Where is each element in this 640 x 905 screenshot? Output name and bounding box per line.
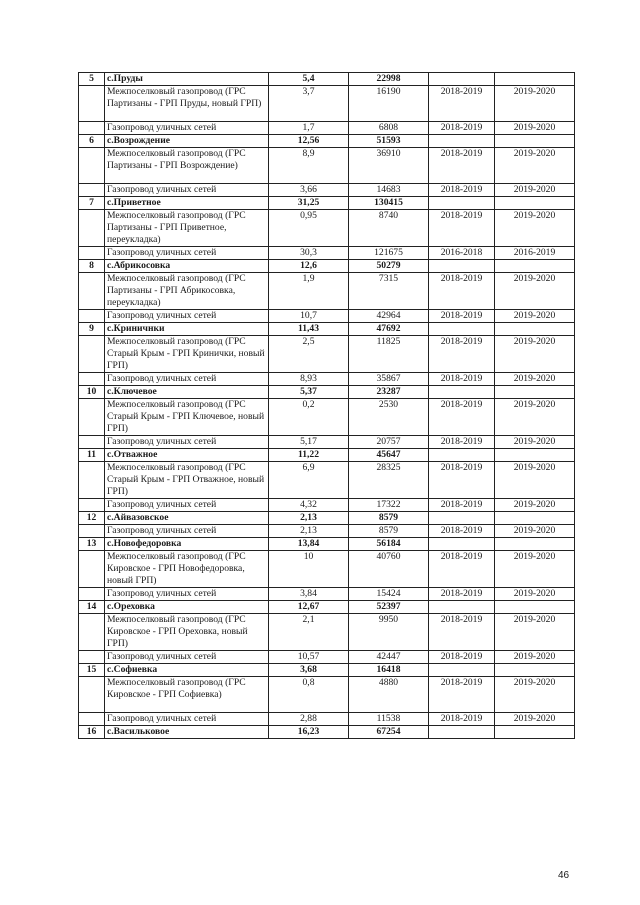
cost-value: 16418 bbox=[349, 664, 429, 677]
start-period bbox=[429, 197, 495, 210]
length-km: 2,88 bbox=[269, 713, 349, 726]
row-number: 9 bbox=[79, 323, 105, 336]
item-name: Межпоселковый газопровод (ГРС Старый Крым - ГРП Кринички, новый ГРП) bbox=[105, 336, 269, 373]
cost-value: 20757 bbox=[349, 436, 429, 449]
length-km: 12,6 bbox=[269, 260, 349, 273]
row-number: 14 bbox=[79, 601, 105, 614]
item-name: Газопровод уличных сетей bbox=[105, 373, 269, 386]
pipeline-row bbox=[79, 499, 575, 512]
length-km: 31,25 bbox=[269, 197, 349, 210]
row-number bbox=[79, 399, 105, 436]
gasification-table bbox=[78, 72, 575, 739]
row-number bbox=[79, 614, 105, 651]
length-km: 10 bbox=[269, 551, 349, 588]
item-name: с.Софиевка bbox=[105, 664, 269, 677]
item-name: Межпоселковый газопровод (ГРС Старый Крым - ГРП Отважное, новый ГРП) bbox=[105, 462, 269, 499]
length-km: 8,9 bbox=[269, 148, 349, 184]
start-period bbox=[429, 538, 495, 551]
item-name: с.Новофедоровка bbox=[105, 538, 269, 551]
length-km: 5,37 bbox=[269, 386, 349, 399]
cost-value: 23287 bbox=[349, 386, 429, 399]
cost-value: 8579 bbox=[349, 512, 429, 525]
settlement-row bbox=[79, 538, 575, 551]
item-name: Межпоселковый газопровод (ГРС Партизаны - ГРП Возрождение) bbox=[105, 148, 269, 184]
row-number bbox=[79, 310, 105, 323]
settlement-row bbox=[79, 73, 575, 86]
cost-value: 130415 bbox=[349, 197, 429, 210]
start-period bbox=[429, 726, 495, 739]
length-km: 2,1 bbox=[269, 614, 349, 651]
settlement-row bbox=[79, 664, 575, 677]
start-period: 2018-2019 bbox=[429, 614, 495, 651]
settlement-row bbox=[79, 323, 575, 336]
pipeline-row bbox=[79, 336, 575, 373]
start-period bbox=[429, 449, 495, 462]
pipeline-row bbox=[79, 148, 575, 184]
length-km: 0,2 bbox=[269, 399, 349, 436]
row-number bbox=[79, 247, 105, 260]
item-name: с.Возрождение bbox=[105, 135, 269, 148]
length-km: 12,67 bbox=[269, 601, 349, 614]
pipeline-row bbox=[79, 247, 575, 260]
row-number: 10 bbox=[79, 386, 105, 399]
pipeline-row bbox=[79, 713, 575, 726]
item-name: Межпоселковый газопровод (ГРС Кировское - ГРП Новофедоровка, новый ГРП) bbox=[105, 551, 269, 588]
row-number bbox=[79, 677, 105, 713]
end-period: 2019-2020 bbox=[495, 525, 575, 538]
row-number: 12 bbox=[79, 512, 105, 525]
end-period: 2019-2020 bbox=[495, 86, 575, 122]
row-number bbox=[79, 148, 105, 184]
length-km: 10,7 bbox=[269, 310, 349, 323]
item-name: Газопровод уличных сетей bbox=[105, 525, 269, 538]
cost-value: 17322 bbox=[349, 499, 429, 512]
start-period: 2018-2019 bbox=[429, 677, 495, 713]
start-period bbox=[429, 601, 495, 614]
start-period bbox=[429, 260, 495, 273]
row-number bbox=[79, 436, 105, 449]
length-km: 8,93 bbox=[269, 373, 349, 386]
start-period: 2018-2019 bbox=[429, 399, 495, 436]
length-km: 13,84 bbox=[269, 538, 349, 551]
start-period: 2016-2018 bbox=[429, 247, 495, 260]
pipeline-row bbox=[79, 588, 575, 601]
cost-value: 8740 bbox=[349, 210, 429, 247]
settlement-row bbox=[79, 386, 575, 399]
cost-value: 42964 bbox=[349, 310, 429, 323]
length-km: 3,84 bbox=[269, 588, 349, 601]
row-number: 6 bbox=[79, 135, 105, 148]
settlement-row bbox=[79, 512, 575, 525]
item-name: Межпоселковый газопровод (ГРС Партизаны - ГРП Пруды, новый ГРП) bbox=[105, 86, 269, 122]
start-period: 2018-2019 bbox=[429, 525, 495, 538]
item-name: Газопровод уличных сетей bbox=[105, 713, 269, 726]
end-period bbox=[495, 73, 575, 86]
end-period bbox=[495, 601, 575, 614]
settlement-row bbox=[79, 449, 575, 462]
row-number: 11 bbox=[79, 449, 105, 462]
length-km: 11,43 bbox=[269, 323, 349, 336]
length-km: 0,95 bbox=[269, 210, 349, 247]
start-period: 2018-2019 bbox=[429, 273, 495, 310]
item-name: Газопровод уличных сетей bbox=[105, 310, 269, 323]
pipeline-row bbox=[79, 614, 575, 651]
row-number bbox=[79, 86, 105, 122]
start-period: 2018-2019 bbox=[429, 588, 495, 601]
row-number bbox=[79, 588, 105, 601]
row-number bbox=[79, 273, 105, 310]
item-name: с.Абрикосовка bbox=[105, 260, 269, 273]
row-number: 16 bbox=[79, 726, 105, 739]
row-number bbox=[79, 462, 105, 499]
length-km: 2,13 bbox=[269, 512, 349, 525]
item-name: Межпоселковый газопровод (ГРС Партизаны - ГРП Приветное, переукладка) bbox=[105, 210, 269, 247]
cost-value: 45647 bbox=[349, 449, 429, 462]
row-number bbox=[79, 651, 105, 664]
start-period: 2018-2019 bbox=[429, 373, 495, 386]
length-km: 6,9 bbox=[269, 462, 349, 499]
length-km: 4,32 bbox=[269, 499, 349, 512]
end-period bbox=[495, 512, 575, 525]
item-name: с.Ореховка bbox=[105, 601, 269, 614]
length-km: 11,22 bbox=[269, 449, 349, 462]
pipeline-row bbox=[79, 273, 575, 310]
cost-value: 22998 bbox=[349, 73, 429, 86]
row-number bbox=[79, 551, 105, 588]
end-period: 2019-2020 bbox=[495, 399, 575, 436]
length-km: 5,17 bbox=[269, 436, 349, 449]
cost-value: 121675 bbox=[349, 247, 429, 260]
cost-value: 8579 bbox=[349, 525, 429, 538]
row-number bbox=[79, 713, 105, 726]
cost-value: 4880 bbox=[349, 677, 429, 713]
pipeline-row bbox=[79, 184, 575, 197]
end-period: 2019-2020 bbox=[495, 310, 575, 323]
cost-value: 52397 bbox=[349, 601, 429, 614]
pipeline-row bbox=[79, 436, 575, 449]
end-period: 2019-2020 bbox=[495, 614, 575, 651]
item-name: Газопровод уличных сетей bbox=[105, 499, 269, 512]
item-name: Газопровод уличных сетей bbox=[105, 184, 269, 197]
length-km: 5,4 bbox=[269, 73, 349, 86]
end-period: 2019-2020 bbox=[495, 436, 575, 449]
item-name: с.Приветное bbox=[105, 197, 269, 210]
end-period: 2019-2020 bbox=[495, 273, 575, 310]
start-period: 2018-2019 bbox=[429, 713, 495, 726]
length-km: 1,9 bbox=[269, 273, 349, 310]
length-km: 2,13 bbox=[269, 525, 349, 538]
row-number: 8 bbox=[79, 260, 105, 273]
cost-value: 40760 bbox=[349, 551, 429, 588]
end-period: 2019-2020 bbox=[495, 122, 575, 135]
row-number: 5 bbox=[79, 73, 105, 86]
pipeline-row bbox=[79, 373, 575, 386]
pipeline-row bbox=[79, 551, 575, 588]
item-name: Межпоселковый газопровод (ГРС Кировское - ГРП Софиевка) bbox=[105, 677, 269, 713]
length-km: 0,8 bbox=[269, 677, 349, 713]
end-period: 2019-2020 bbox=[495, 677, 575, 713]
length-km: 16,23 bbox=[269, 726, 349, 739]
item-name: с.Пруды bbox=[105, 73, 269, 86]
start-period bbox=[429, 664, 495, 677]
start-period bbox=[429, 386, 495, 399]
cost-value: 11538 bbox=[349, 713, 429, 726]
end-period: 2019-2020 bbox=[495, 184, 575, 197]
item-name: Газопровод уличных сетей bbox=[105, 122, 269, 135]
cost-value: 36910 bbox=[349, 148, 429, 184]
end-period bbox=[495, 323, 575, 336]
item-name: Газопровод уличных сетей bbox=[105, 436, 269, 449]
item-name: с.Ключевое bbox=[105, 386, 269, 399]
item-name: Газопровод уличных сетей bbox=[105, 588, 269, 601]
row-number: 15 bbox=[79, 664, 105, 677]
row-number bbox=[79, 525, 105, 538]
end-period: 2019-2020 bbox=[495, 651, 575, 664]
end-period bbox=[495, 538, 575, 551]
item-name: с.Васильковое bbox=[105, 726, 269, 739]
cost-value: 42447 bbox=[349, 651, 429, 664]
pipeline-row bbox=[79, 525, 575, 538]
cost-value: 16190 bbox=[349, 86, 429, 122]
row-number bbox=[79, 499, 105, 512]
end-period: 2016-2019 bbox=[495, 247, 575, 260]
row-number: 7 bbox=[79, 197, 105, 210]
start-period: 2018-2019 bbox=[429, 122, 495, 135]
pipeline-row bbox=[79, 122, 575, 135]
pipeline-row bbox=[79, 677, 575, 713]
start-period: 2018-2019 bbox=[429, 210, 495, 247]
start-period: 2018-2019 bbox=[429, 462, 495, 499]
end-period: 2019-2020 bbox=[495, 462, 575, 499]
end-period: 2019-2020 bbox=[495, 499, 575, 512]
item-name: Газопровод уличных сетей bbox=[105, 651, 269, 664]
start-period bbox=[429, 323, 495, 336]
settlement-row bbox=[79, 601, 575, 614]
row-number bbox=[79, 184, 105, 197]
row-number bbox=[79, 336, 105, 373]
end-period bbox=[495, 386, 575, 399]
settlement-row bbox=[79, 135, 575, 148]
length-km: 3,66 bbox=[269, 184, 349, 197]
start-period bbox=[429, 135, 495, 148]
cost-value: 28325 bbox=[349, 462, 429, 499]
settlement-row bbox=[79, 260, 575, 273]
start-period: 2018-2019 bbox=[429, 651, 495, 664]
cost-value: 15424 bbox=[349, 588, 429, 601]
start-period: 2018-2019 bbox=[429, 336, 495, 373]
item-name: Газопровод уличных сетей bbox=[105, 247, 269, 260]
cost-value: 35867 bbox=[349, 373, 429, 386]
start-period: 2018-2019 bbox=[429, 310, 495, 323]
cost-value: 6808 bbox=[349, 122, 429, 135]
item-name: с.Криничнки bbox=[105, 323, 269, 336]
end-period bbox=[495, 260, 575, 273]
settlement-row bbox=[79, 197, 575, 210]
table-body bbox=[79, 73, 575, 739]
length-km: 3,68 bbox=[269, 664, 349, 677]
end-period: 2019-2020 bbox=[495, 713, 575, 726]
cost-value: 56184 bbox=[349, 538, 429, 551]
item-name: с.Айвазовское bbox=[105, 512, 269, 525]
length-km: 1,7 bbox=[269, 122, 349, 135]
start-period: 2018-2019 bbox=[429, 436, 495, 449]
settlement-row bbox=[79, 726, 575, 739]
pipeline-row bbox=[79, 462, 575, 499]
cost-value: 67254 bbox=[349, 726, 429, 739]
row-number bbox=[79, 122, 105, 135]
length-km: 30,3 bbox=[269, 247, 349, 260]
end-period bbox=[495, 726, 575, 739]
length-km: 3,7 bbox=[269, 86, 349, 122]
end-period bbox=[495, 664, 575, 677]
start-period bbox=[429, 73, 495, 86]
page-number: 46 bbox=[558, 870, 570, 881]
start-period: 2018-2019 bbox=[429, 551, 495, 588]
item-name: Межпоселковый газопровод (ГРС Старый Крым - ГРП Ключевое, новый ГРП) bbox=[105, 399, 269, 436]
start-period: 2018-2019 bbox=[429, 148, 495, 184]
cost-value: 2530 bbox=[349, 399, 429, 436]
length-km: 2,5 bbox=[269, 336, 349, 373]
item-name: Межпоселковый газопровод (ГРС Кировское - ГРП Ореховка, новый ГРП) bbox=[105, 614, 269, 651]
pipeline-row bbox=[79, 399, 575, 436]
cost-value: 51593 bbox=[349, 135, 429, 148]
end-period: 2019-2020 bbox=[495, 551, 575, 588]
start-period bbox=[429, 512, 495, 525]
end-period: 2019-2020 bbox=[495, 373, 575, 386]
row-number bbox=[79, 373, 105, 386]
cost-value: 11825 bbox=[349, 336, 429, 373]
cost-value: 14683 bbox=[349, 184, 429, 197]
item-name: Межпоселковый газопровод (ГРС Партизаны - ГРП Абрикосовка, переукладка) bbox=[105, 273, 269, 310]
length-km: 10,57 bbox=[269, 651, 349, 664]
pipeline-row bbox=[79, 651, 575, 664]
end-period bbox=[495, 197, 575, 210]
length-km: 12,56 bbox=[269, 135, 349, 148]
end-period: 2019-2020 bbox=[495, 210, 575, 247]
cost-value: 9950 bbox=[349, 614, 429, 651]
end-period: 2019-2020 bbox=[495, 588, 575, 601]
cost-value: 7315 bbox=[349, 273, 429, 310]
pipeline-row bbox=[79, 210, 575, 247]
pipeline-row bbox=[79, 310, 575, 323]
cost-value: 47692 bbox=[349, 323, 429, 336]
end-period bbox=[495, 135, 575, 148]
cost-value: 50279 bbox=[349, 260, 429, 273]
end-period: 2019-2020 bbox=[495, 336, 575, 373]
item-name: с.Отважное bbox=[105, 449, 269, 462]
start-period: 2018-2019 bbox=[429, 86, 495, 122]
end-period bbox=[495, 449, 575, 462]
end-period: 2019-2020 bbox=[495, 148, 575, 184]
start-period: 2018-2019 bbox=[429, 499, 495, 512]
start-period: 2018-2019 bbox=[429, 184, 495, 197]
pipeline-row bbox=[79, 86, 575, 122]
row-number bbox=[79, 210, 105, 247]
row-number: 13 bbox=[79, 538, 105, 551]
